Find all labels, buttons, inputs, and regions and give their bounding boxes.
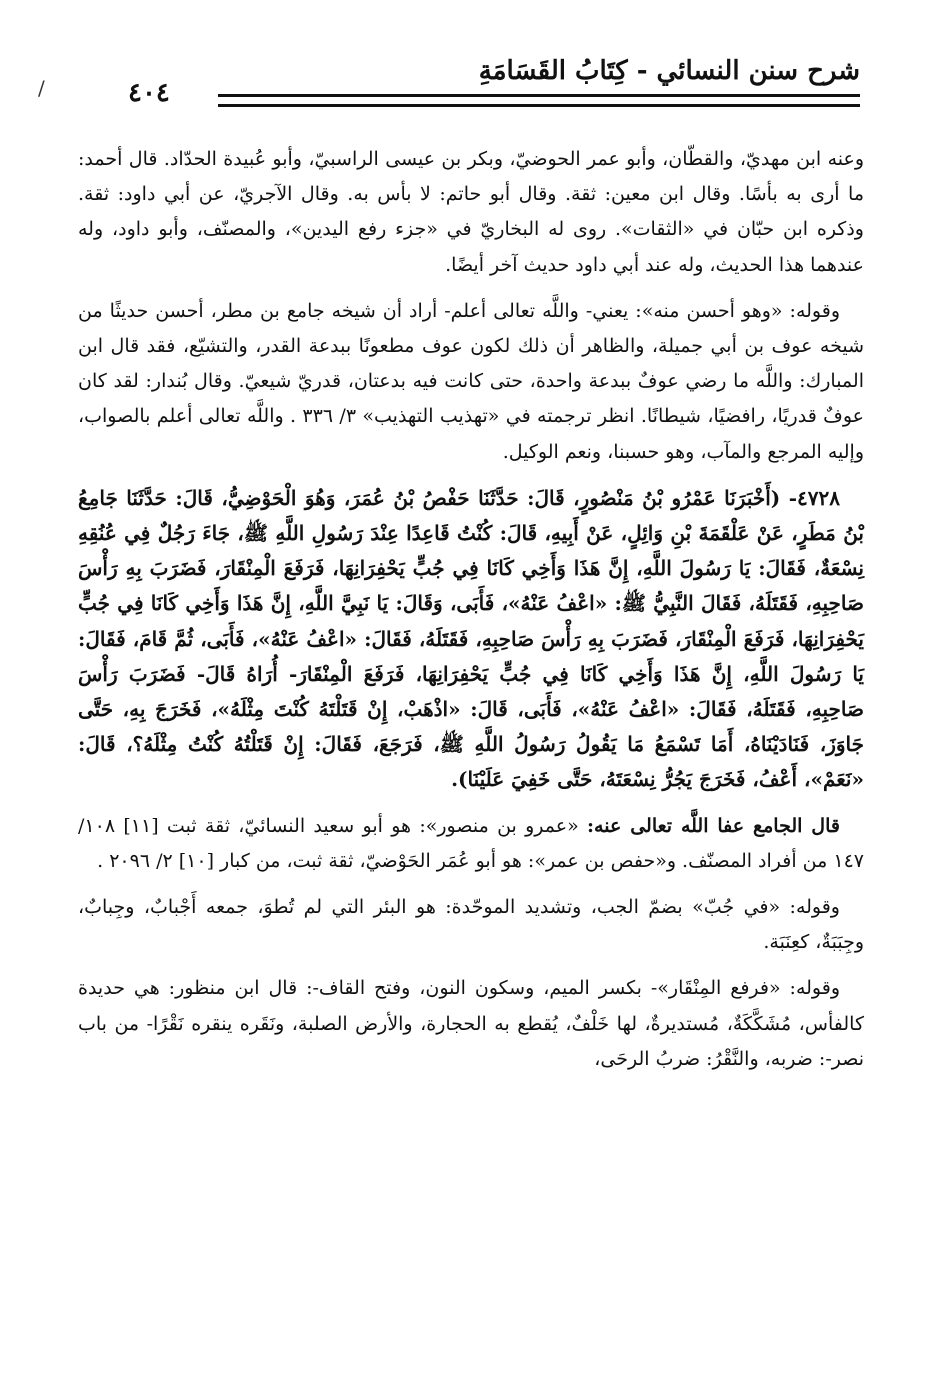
header-rule-top — [218, 94, 860, 97]
paragraph-minqar: وقوله: «فرفع المِنْقَار»- بكسر الميم، وسكون النون، وفتح القاف-: قال ابن منظور: هي حديدة كالفأس، مُشَكَّكَةٌ، مُستديرةٌ، لها خَلْفٌ، يُقطع به الحجارة، والأرض الصلبة، ونَقَره ينقره نَقْرًا- من باب نصر-: ضربه، والنَّقْرُ: ضربُ الرحَى، — [78, 977, 864, 1070]
paragraph-narrator-bio: وعنه ابن مهديّ، والقطّان، وأبو عمر الحوضيّ، وبكر بن عيسى الراسبيّ، وأبو عُبيدة الحدّاد. قال أحمد: ما أرى به بأسًا. وقال ابن معين: ثقة. وقال أبو حاتم: لا بأس به. وقال الآجريّ، عن أبي داود: ثقة. وذكره ابن حبّان في «الثقات». روى له البخاريّ في «جزء رفع اليدين»، والمصنّف، وأبو داود، وله عندهما هذا الحديث، وله عند أبي داود حديث آخر أيضًا. — [78, 148, 864, 276]
header-rule-bottom — [218, 104, 860, 107]
paragraph-narrators — [78, 809, 864, 879]
margin-mark: / — [38, 76, 45, 100]
page-body — [78, 142, 864, 1088]
header-title: شرح سنن النسائي - كِتَابُ القَسَامَةِ — [478, 56, 860, 86]
paragraph-commentary-awf: وقوله: «وهو أحسن منه»: يعني- واللَّه تعالى أعلم- أراد أن شيخه جامع بن مطر، أحسن حديثًا من شيخه عوف بن أبي جميلة، والظاهر أن ذلك لكون عوف مطعونًا ببدعة القدر، والتشيّع، فقد قال ابن المبارك: واللَّه ما رضي عوفٌ ببدعة واحدة، حتى كانت فيه بدعتان، قدريّ شيعيّ. وقال بُندار: لقد كان عوفٌ قدريًا، رافضيًا، شيطانًا. انظر ترجمته في «تهذيب التهذيب» ٣/ ٣٣٦ . واللَّه تعالى أعلم بالصواب، وإليه المرجع والمآب، وهو حسبنا، ونعم الوكيل. — [78, 299, 864, 463]
paragraph-jubb: وقوله: «في جُبّ» بضمّ الجب، وتشديد الموحّدة: هو البئر التي لم تُطوَ، جمعه أَجْبابٌ، وجِبابٌ، وجِبَبَةٌ، كعِنَبَة. — [78, 896, 864, 954]
page-header — [90, 48, 860, 118]
page-number: ٤٠٤ — [128, 78, 170, 108]
hadith-4728: ٤٧٢٨- (أَخْبَرَنَا عَمْرُو بْنُ مَنْصُورٍ، قَالَ: حَدَّثَنَا حَفْصُ بْنُ عُمَرَ، وَهُوَ الْحَوْضِيُّ، قَالَ: حَدَّثَنَا جَامِعُ بْنُ مَطَرٍ، عَنْ عَلْقَمَةَ بْنِ وَائِلٍ، عَنْ أَبِيهِ، قَالَ: كُنْتُ قَاعِدًا عِنْدَ رَسُولِ اللَّهِ ﷺ، جَاءَ رَجُلٌ فِي عُنُقِهِ نِسْعَةٌ، فَقَالَ: يَا رَسُولَ اللَّهِ، إِنَّ هَذَا وَأَخِي كَانَا فِي جُبٍّ يَحْفِرَانِهَا، فَرَفَعَ الْمِنْقَارَ، فَضَرَبَ بِهِ رَأْسَ صَاحِبِهِ، فَقَتَلَهُ، فَقَالَ النَّبِيُّ ﷺ: «اعْفُ عَنْهُ»، فَأَبَى، وَقَالَ: يَا نَبِيَّ اللَّهِ، إِنَّ هَذَا وَأَخِي كَانَا فِي جُبٍّ يَحْفِرَانِهَا، فَرَفَعَ الْمِنْقَارَ، فَضَرَبَ بِهِ رَأْسَ صَاحِبِهِ، فَقَتَلَهُ، فَقَالَ: «اعْفُ عَنْهُ»، فَأَبَى، ثُمَّ قَامَ، فَقَالَ: يَا رَسُولَ اللَّهِ، إِنَّ هَذَا وَأَخِي كَانَا فِي جُبٍّ يَحْفِرَانِهَا، فَرَفَعَ الْمِنْقَارَ- أُرَاهُ قَالَ- فَضَرَبَ رَأْسَ صَاحِبِهِ، فَقَتَلَهُ، فَقَالَ: «اعْفُ عَنْهُ»، فَأَبَى، قَالَ: «اذْهَبْ، إِنْ قَتَلْتَهُ كُنْتَ مِثْلَهُ»، فَخَرَجَ بِهِ، حَتَّى جَاوَزَ، فَنَادَيْنَاهُ، أَمَا تَسْمَعُ مَا يَقُولُ رَسُولُ اللَّهِ ﷺ، فَرَجَعَ، فَقَالَ: إِنْ قَتَلْتُهُ كُنْتُ مِثْلَهُ؟، قَالَ: «نَعَمْ»، أَعْفُ، فَخَرَجَ يَجُرُّ نِسْعَتَهُ، حَتَّى خَفِيَ عَلَيْنَا). — [78, 485, 864, 792]
paragraph-narrators-text: «عمرو بن منصور»: هو أبو سعيد النسائيّ، ثقة ثبت [١١] ١٠٨/ ١٤٧ من أفراد المصنّف. و«حفص بن عمر»: هو أبو عُمَر الحَوْضيّ، ثقة ثبت، من كبار [١٠] ٢/ ٢٠٩٦ . — [78, 814, 864, 872]
compiler-lead: قال الجامع عفا اللَّه تعالى عنه: — [587, 814, 840, 837]
